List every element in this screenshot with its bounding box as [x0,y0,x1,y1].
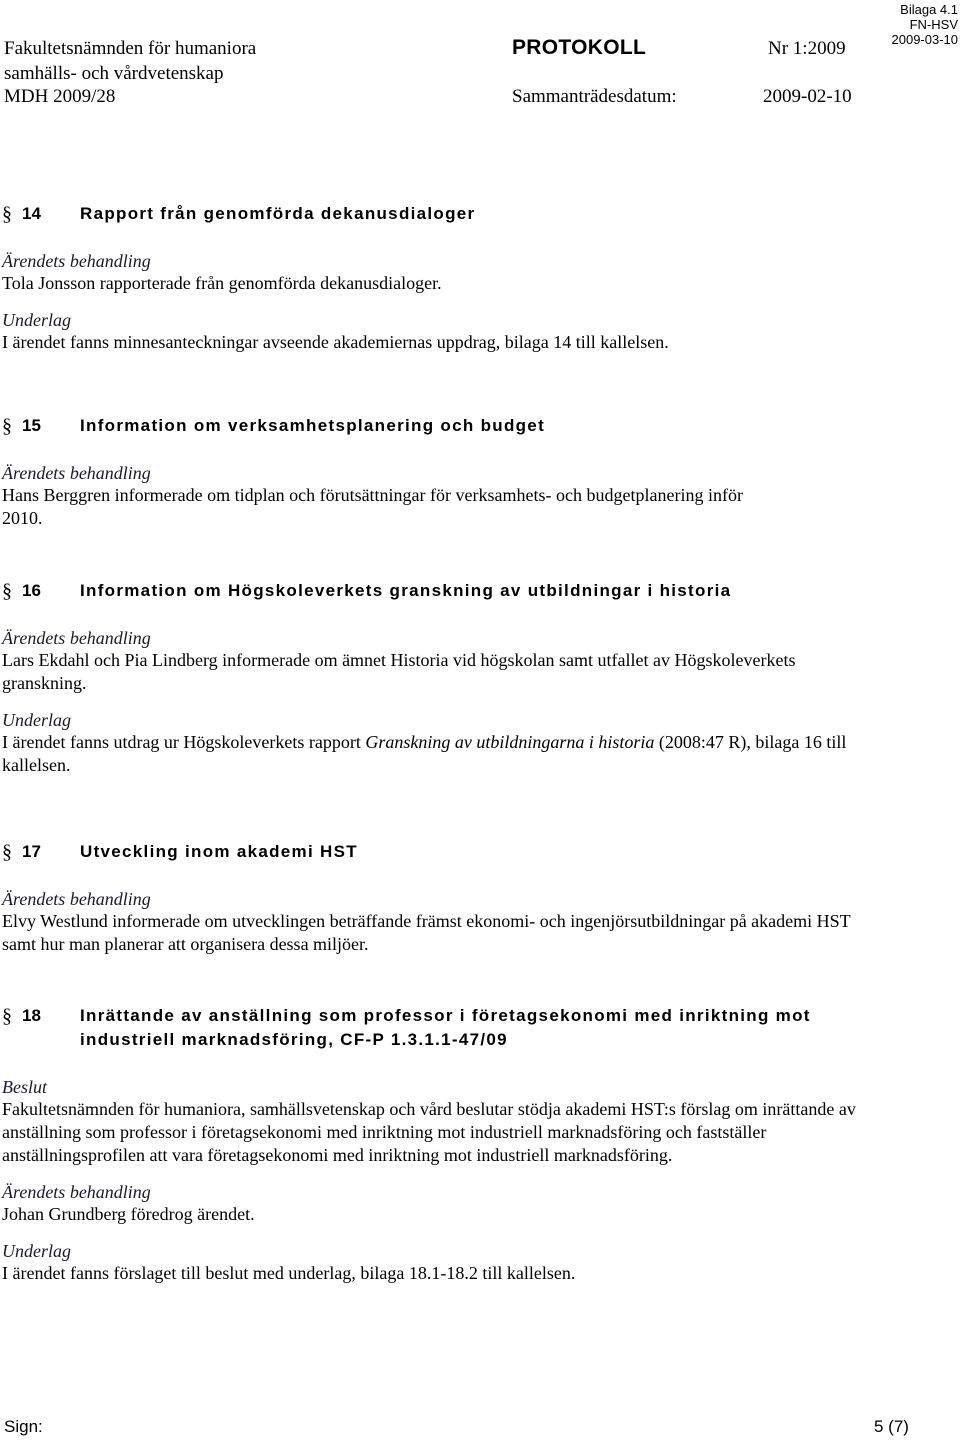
section-title: Utveckling inom akademi HST [80,842,358,861]
stamp-line1: Bilaga 4.1 [900,2,958,17]
subheading-underlag: Underlag [2,710,71,730]
subheading-underlag: Underlag [2,1241,71,1261]
section-heading [0,1004,960,1052]
section-title: Inrättande av anställning som professor i företagsekonomi med inriktning mot industriell marknadsföring, CF-P 1.3.1.1-47/09 [80,1006,811,1049]
paragraph-sign: § [2,841,12,863]
meeting-date-label: Sammanträdesdatum: [512,86,677,107]
paragraph: Fakultetsnämnden för humaniora, samhällsvetenskap och vård beslutar stödja akademi HST:s förslag om inrättande av anställning som professor i företagsekonomi med inriktning mot industriell marknadsföring och fastställer anställningsprofilen att vara företagsekonomi med inriktning mot industriell marknadsföring. [2,1099,856,1165]
section-number: 17 [22,842,41,861]
paragraph: Johan Grundberg föredrog ärendet. [2,1204,255,1224]
faculty-name-line2: samhälls- och vårdvetenskap [4,63,224,84]
paragraph: Hans Berggren informerade om tidplan och förutsättningar för verksamhets- och budgetplanering inför 2010. [2,485,743,528]
paragraph: I ärendet fanns förslaget till beslut med underlag, bilaga 18.1-18.2 till kallelsen. [2,1263,576,1283]
stamp-line3: 2009-03-10 [891,32,958,47]
report-title: Granskning av utbildningarna i historia [365,732,655,752]
signature-label: Sign: [4,1417,43,1436]
section-18 [0,1004,960,1285]
protocol-title: PROTOKOLL [512,36,647,59]
text-run: I ärendet fanns utdrag ur Högskoleverkets rapport [2,732,366,752]
section-16 [0,579,960,777]
protocol-number: Nr 1:2009 [768,38,846,59]
paragraph-sign: § [2,415,12,437]
subheading-behandling: Ärendets behandling [2,251,151,271]
section-title: Rapport från genomförda dekanusdialoger [80,204,476,223]
section-number: 15 [22,416,41,435]
text-run: (2008:47 R), bilaga 16 till kallelsen. [2,732,847,775]
paragraph-sign: § [2,1005,12,1027]
section-heading [0,202,960,226]
page-number: 5 (7) [874,1417,909,1436]
paragraph: Tola Jonsson rapporterade från genomförda dekanusdialoger. [2,273,442,293]
section-title: Information om verksamhetsplanering och budget [80,416,546,435]
paragraph-sign: § [2,203,12,225]
meeting-date: 2009-02-10 [763,86,852,107]
paragraph: Elvy Westlund informerade om utvecklingen beträffande främst ekonomi- och ingenjörsutbildningar på akademi HST samt hur man planerar att organisera dessa miljöer. [2,911,851,954]
subheading-behandling: Ärendets behandling [2,463,151,483]
appendix-stamp [892,2,959,47]
subheading-behandling: Ärendets behandling [2,1182,151,1202]
paragraph: Lars Ekdahl och Pia Lindberg informerade om ämnet Historia vid högskolan samt utfallet av Högskoleverkets granskning. [2,650,796,693]
paragraph-sign: § [2,580,12,602]
section-number: 18 [22,1006,41,1025]
subheading-behandling: Ärendets behandling [2,628,151,648]
document-reference: MDH 2009/28 [4,86,116,107]
paragraph: I ärendet fanns minnesanteckningar avseende akademiernas uppdrag, bilaga 14 till kallelsen. [2,332,669,352]
section-heading [0,579,960,603]
section-heading [0,414,960,438]
section-heading [0,840,960,864]
section-number: 16 [22,581,41,600]
faculty-name-line1: Fakultetsnämnden för humaniora [4,38,257,59]
section-17 [0,840,960,956]
section-number: 14 [22,204,41,223]
section-title: Information om Högskoleverkets granskning av utbildningar i historia [80,581,732,600]
section-14 [0,202,960,354]
stamp-line2: FN-HSV [909,17,958,32]
subheading-underlag: Underlag [2,310,71,330]
subheading-beslut: Beslut [2,1077,47,1097]
section-15 [0,414,960,530]
paragraph [0,731,872,777]
subheading-behandling: Ärendets behandling [2,889,151,909]
